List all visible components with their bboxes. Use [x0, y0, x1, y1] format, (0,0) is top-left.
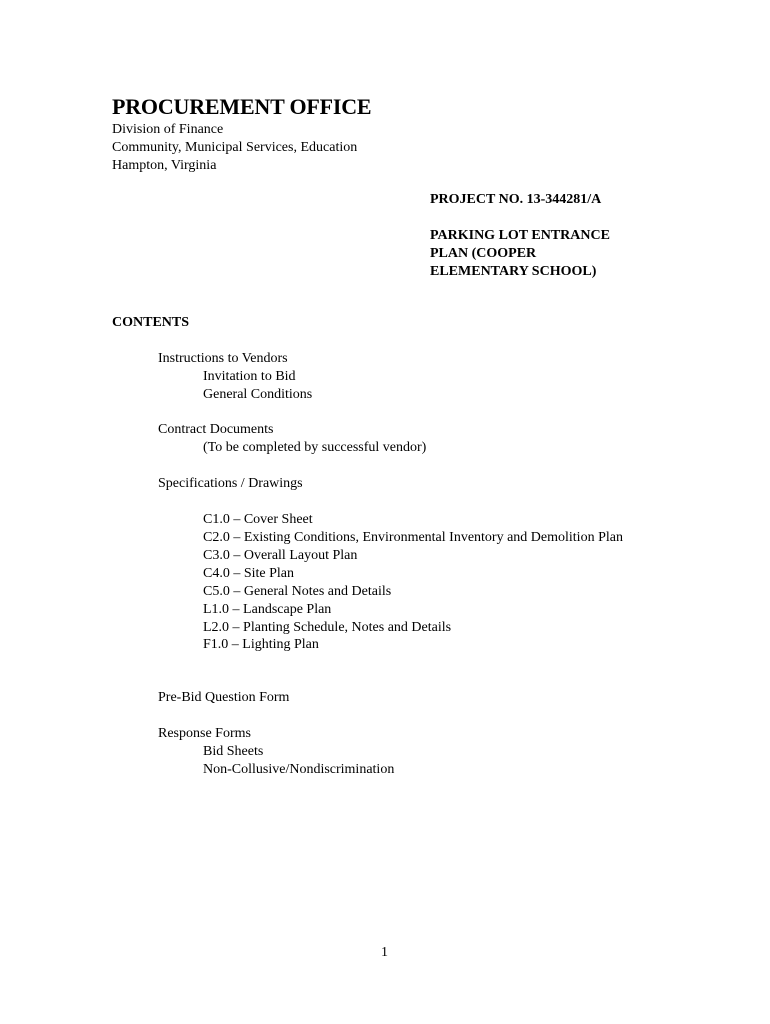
contents-item: C5.0 – General Notes and Details — [203, 584, 392, 599]
contents-item: (To be completed by successful vendor) — [203, 440, 427, 455]
contents-heading: CONTENTS — [112, 315, 190, 330]
section-instructions-title: Instructions to Vendors — [158, 351, 288, 366]
contents-item: L1.0 – Landscape Plan — [203, 602, 332, 617]
section-contract-title: Contract Documents — [158, 422, 274, 437]
project-block — [430, 191, 610, 281]
page-number: 1 — [381, 945, 388, 960]
office-details — [112, 121, 357, 175]
contents-item: L2.0 – Planting Schedule, Notes and Details — [203, 620, 452, 635]
contents-item: Bid Sheets — [203, 744, 264, 759]
section-prebid-title: Pre-Bid Question Form — [158, 690, 290, 705]
section-specifications-title: Specifications / Drawings — [158, 476, 303, 491]
project-name-line: PARKING LOT ENTRANCE — [430, 228, 610, 243]
contents-item: C2.0 – Existing Conditions, Environmental Inventory and Demolition Plan — [203, 530, 623, 545]
office-title: PROCUREMENT OFFICE — [112, 94, 372, 119]
contents-item: C4.0 – Site Plan — [203, 566, 295, 581]
departments-line: Community, Municipal Services, Education — [112, 140, 358, 155]
contents-item: F1.0 – Lighting Plan — [203, 637, 319, 652]
project-name-line: PLAN (COOPER — [430, 246, 537, 261]
project-name-line: ELEMENTARY SCHOOL) — [430, 264, 597, 279]
contents-item: Non-Collusive/Nondiscrimination — [203, 762, 395, 777]
contents-item: Invitation to Bid — [203, 369, 296, 384]
contents-item: C3.0 – Overall Layout Plan — [203, 548, 358, 563]
section-response-title: Response Forms — [158, 726, 251, 741]
location-line: Hampton, Virginia — [112, 158, 217, 173]
project-number: PROJECT NO. 13-344281/A — [430, 192, 602, 207]
division-line: Division of Finance — [112, 122, 224, 137]
contents-item: General Conditions — [203, 387, 313, 402]
contents-item: C1.0 – Cover Sheet — [203, 512, 313, 527]
